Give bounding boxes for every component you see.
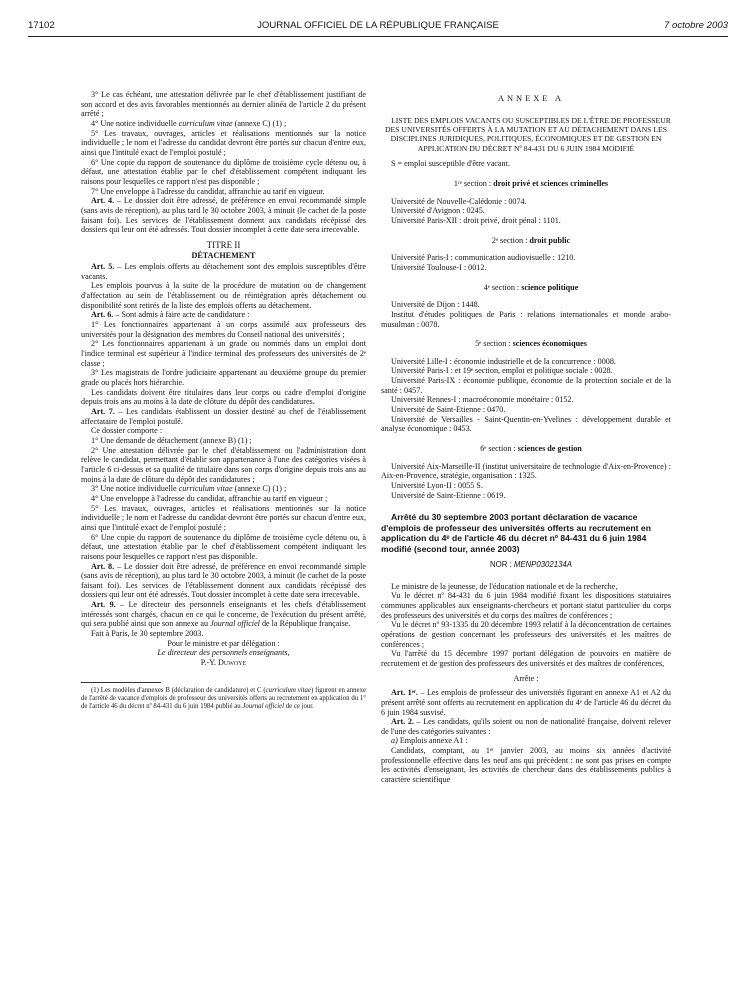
paragraph: 2° Les fonctionnaires appartenant à un grade ou nommés dans un emploi dont l'indice terminal est supérieur à l'indice terminal des professeurs des universités de 2ᵉ classe ; bbox=[81, 339, 366, 368]
section-heading: 2ᵉ section : droit public bbox=[491, 235, 571, 245]
paragraph: Vu l'arrêté du 15 décembre 1997 portant délégation de pouvoirs en matière de recrutement et de gestion des professeurs des universités et des maîtres de conférences, bbox=[381, 649, 671, 668]
list-item: Université de Saint-Etienne : 0470. bbox=[391, 405, 506, 415]
paragraph: 5° Les travaux, ouvrages, articles et réalisations mentionnés sur la notice individuelle ; le nom et l'adresse du candidat devront être portés sur chacun d'entre eux, ainsi que l'intitulé exact de l'emploi postulé ; bbox=[81, 503, 366, 532]
paragraph: 6° Une copie du rapport de soutenance du diplôme de troisième cycle détenu ou, à défaut, une attestation établie par le chef d'établissement compétent indiquant les raisons pour lesquelles ce rapport n'est pas disponible ; bbox=[81, 157, 366, 186]
annexe-heading: ANNEXE A bbox=[497, 94, 565, 103]
list-item: Université Aix-Marseille-II (institut universitaire de technologie d'Aix-en-Provence) : Aix-en-Provence, stratégie, organisation : 1325. bbox=[381, 461, 671, 481]
paragraph: 4° Une enveloppe à l'adresse du candidat, affranchie au tarif en vigueur ; bbox=[91, 493, 328, 503]
legend: S = emploi susceptible d'être vacant. bbox=[391, 159, 510, 169]
paragraph: Vu le décret nº 84-431 du 6 juin 1984 modifié fixant les dispositions statutaires communes applicables aux enseignants-chercheurs et portant statut particulier du corps des professeurs des universités et du corps des maîtres de conférences ; bbox=[381, 591, 671, 620]
header-rule bbox=[28, 36, 728, 37]
signature-title: Le directeur des personnels enseignants, bbox=[157, 648, 290, 658]
signature-line: Pour le ministre et par délégation : bbox=[167, 638, 280, 648]
page-number: 17102 bbox=[28, 20, 55, 31]
section-heading: 5ᵉ section : sciences économiques bbox=[475, 339, 587, 349]
article-2: Art. 2. – Les candidats, qu'ils soient ou non de nationalité française, doivent relever de l'une des catégories suivantes : bbox=[381, 717, 671, 736]
decree-verb: Arrête : bbox=[513, 673, 539, 683]
left-column bbox=[81, 90, 366, 711]
section-heading: 4ᵉ section : science politique bbox=[483, 282, 579, 292]
titre-heading: TITRE II bbox=[206, 239, 241, 250]
right-column bbox=[381, 94, 671, 785]
list-item: Université Paris-I : et 19ᵉ section, emploi et politique sociale : 0028. bbox=[391, 366, 613, 376]
paragraph: 3° Les magistrats de l'ordre judiciaire appartenant au deuxième groupe du premier grade ou placés hors hiérarchie. bbox=[81, 368, 366, 388]
list-item: a) Emplois annexe A1 : bbox=[391, 736, 468, 746]
article-5: Art. 5. – Les emplois offerts au détachement sont des emplois susceptibles d'être vacants. bbox=[81, 262, 367, 281]
signatory-name: P.-Y. Duwoye bbox=[200, 658, 247, 668]
paragraph: 4° Une notice individuelle curriculum vitae (annexe C) (1) ; bbox=[91, 118, 287, 128]
list-item: Université Paris-XII : droit privé, droit pénal : 1101. bbox=[391, 215, 561, 225]
paragraph: Candidats, comptant, au 1ᵉʳ janvier 2003, au moins six années d'activité professionnelle effective dans les neuf ans qui précèdent : ne sont pas prises en compte les activités d'enseignant, les activités de chercheur dans des établissements publics à caractère scientifique bbox=[381, 746, 671, 785]
paragraph: 7° Une enveloppe à l'adresse du candidat, affranchie au tarif en vigueur. bbox=[91, 186, 325, 196]
paragraph: 6° Une copie du rapport de soutenance du diplôme de troisième cycle détenu ou, à défaut, une attestation établie par le chef d'établissement compétent indiquant les raisons pour lesquelles ce rapport n'est pas disponible. bbox=[81, 532, 366, 561]
paragraph: Les emplois pourvus à la suite de la procédure de mutation ou de changement d'affectation au sein de l'établissement ou de réintégration après détachement ou disponibilité sont retirés de la liste des emplois offerts au détachement. bbox=[81, 281, 366, 310]
section-heading: DÉTACHEMENT bbox=[191, 250, 256, 260]
article-4: Art. 4. – Le dossier doit être adressé, de préférence en envoi recommandé simple (sans avis de réception), au plus tard le 30 octobre 2003, à minuit (le cachet de la poste faisant foi). Les services de l'établissement donnent aux candidats récépissé des dossiers qui leur ont été adressés. Tout dossier incomplet à cette date sera irrecevable. bbox=[81, 196, 366, 235]
list-item: Université Toulouse-I : 0012. bbox=[391, 262, 487, 272]
issue-date: 7 octobre 2003 bbox=[663, 20, 728, 31]
section-heading: 1ʳᵉ section : droit privé et sciences criminelles bbox=[453, 178, 609, 188]
page-header bbox=[28, 16, 728, 36]
paragraph: 5° Les travaux, ouvrages, articles et réalisations mentionnés sur la notice individuelle ; le nom et l'adresse du candidat devront être portés sur chacun d'entre eux, ainsi que l'intitulé exact de l'emploi postulé ; bbox=[81, 128, 366, 157]
list-item: Université Lyon-II : 0055 S. bbox=[391, 481, 483, 491]
footnote-rule bbox=[81, 682, 161, 683]
signing-place-date: Fait à Paris, le 30 septembre 2003. bbox=[91, 629, 204, 639]
list-item: Université Lille-I : économie industrielle et de la concurrence : 0008. bbox=[391, 356, 616, 366]
list-item: Université de Nouvelle-Calédonie : 0074. bbox=[391, 196, 527, 206]
paragraph: Ce dossier comporte : bbox=[91, 426, 163, 436]
list-item: Université Paris-IX : économie publique, économie de la protection sociale et de la santé : 0457. bbox=[381, 376, 671, 395]
list-item: Université de Dijon : 1448. bbox=[391, 300, 480, 310]
list-item: Université de Versailles - Saint-Quentin-en-Yvelines : développement durable et analyse économique : 0453. bbox=[381, 414, 671, 434]
article-9: Art. 9. – Le directeur des personnels enseignants et les chefs d'établissement intéressés sont chargés, chacun en ce qui le concerne, de l'exécution du présent arrêté, qui sera publié ainsi que son annexe au Journal officiel de la République française. bbox=[81, 600, 366, 629]
paragraph: Vu le décret nº 93-1335 du 20 décembre 1993 relatif à la déconcentration de certaines opérations de gestion concernant les professeurs des universités et les maîtres de conférences ; bbox=[381, 620, 671, 649]
journal-title: JOURNAL OFFICIEL DE LA RÉPUBLIQUE FRANÇAISE bbox=[257, 20, 499, 31]
footnote: (1) Les modèles d'annexes B (déclaration de candidature) et C (curriculum vitae) figurent en annexe de l'arrêté de vacance d'emplois de professeur des universités offerts au recrutement en application du 1° de l'article 46 du décret nº 84-431 du 6 juin 1984 publié au Journal officiel de ce jour. bbox=[81, 686, 366, 711]
article-7: Art. 7. – Les candidats établissent un dossier destiné au chef de l'établissement affectataire de l'emploi postulé. bbox=[81, 407, 366, 426]
annexe-title: LISTE DES EMPLOIS VACANTS OU SUSCEPTIBLES DE L'ÊTRE DE PROFESSEUR DES UNIVERSITÉS OFFERTS À LA MUTATION ET AU DÉTACHEMENT DANS LES DISCIPLINES JURIDIQUES, POLITIQUES, ÉCONOMIQUES ET DE GESTION EN APPLICATION DU DÉCRET Nº 84-431 DU 6 JUIN 1984 MODIFIÉ bbox=[384, 115, 671, 153]
list-item: Institut d'études politiques de Paris : relations internationales et monde arabo-musulman : 0078. bbox=[381, 309, 671, 329]
article-8: Art. 8. – Le dossier doit être adressé, de préférence en envoi recommandé simple (sans avis de réception), au plus tard le 30 octobre 2003, à minuit (le cachet de la poste faisant foi). Les services de l'établissement donnent aux candidats récépissé des dossiers qui leur ont été adressés. Tout dossier incomplet à cette date sera irrecevable. bbox=[81, 561, 366, 600]
paragraph: 1° Une demande de détachement (annexe B) (1) ; bbox=[91, 435, 252, 445]
article-6: Art. 6. – Sont admis à faire acte de candidature : bbox=[91, 310, 250, 320]
list-item: Université de Saint-Etienne : 0619. bbox=[391, 490, 506, 500]
paragraph: 3° Le cas échéant, une attestation délivrée par le chef d'établissement justifiant de son accord et des avis favorables mentionnés au dernier alinéa de l'article 2 du présent arrêté ; bbox=[81, 90, 366, 119]
paragraph: 1° Les fonctionnaires appartenant à un corps assimilé aux professeurs des universités pour la désignation des membres du Conseil national des universités ; bbox=[81, 320, 366, 339]
list-item: Université Paris-I : communication audiovisuelle : 1210. bbox=[391, 253, 576, 263]
nor-reference: NOR : MENP0302134A bbox=[490, 559, 572, 569]
section-heading: 6ᵉ section : sciences de gestion bbox=[480, 444, 582, 454]
list-item: Université Rennes-I : macroéconomie monétaire : 0152. bbox=[391, 395, 574, 405]
paragraph: 3° Une notice individuelle curriculum vitae (annexe C) (1) ; bbox=[91, 484, 287, 494]
paragraph: Le ministre de la jeunesse, de l'éducation nationale et de la recherche, bbox=[391, 581, 618, 591]
paragraph: Les candidats doivent être titulaires dans leur corps ou cadre d'emploi d'origine depuis trois ans au moins à la date de clôture du dépôt des candidatures. bbox=[81, 387, 366, 407]
decree-title: Arrêté du 30 septembre 2003 portant déclaration de vacance d'emplois de professeur des universités offerts au recrutement en application du 4ᵉ de l'article 46 du décret nº 84-431 du 6 juin 1984 modifié (second tour, année 2003) bbox=[381, 512, 651, 554]
paragraph: 2° Une attestation délivrée par le chef d'établissement ou l'administration dont relève le candidat, permettant d'établir son appartenance à l'une des catégories visées à l'article 6 ci-dessus et sa qualité de titulaire dans son corps d'origine depuis trois ans au moins à la date de clôture du dépôt des candidatures ; bbox=[81, 445, 366, 484]
list-item: Université d'Avignon : 0245. bbox=[391, 206, 485, 216]
article-1: Art. 1ᵉʳ. – Les emplois de professeur des universités figurant en annexe A1 et A2 du présent arrêté sont offerts au recrutement en application du 4ᵉ de l'article 46 du décret du 6 juin 1984 susvisé. bbox=[381, 688, 671, 717]
